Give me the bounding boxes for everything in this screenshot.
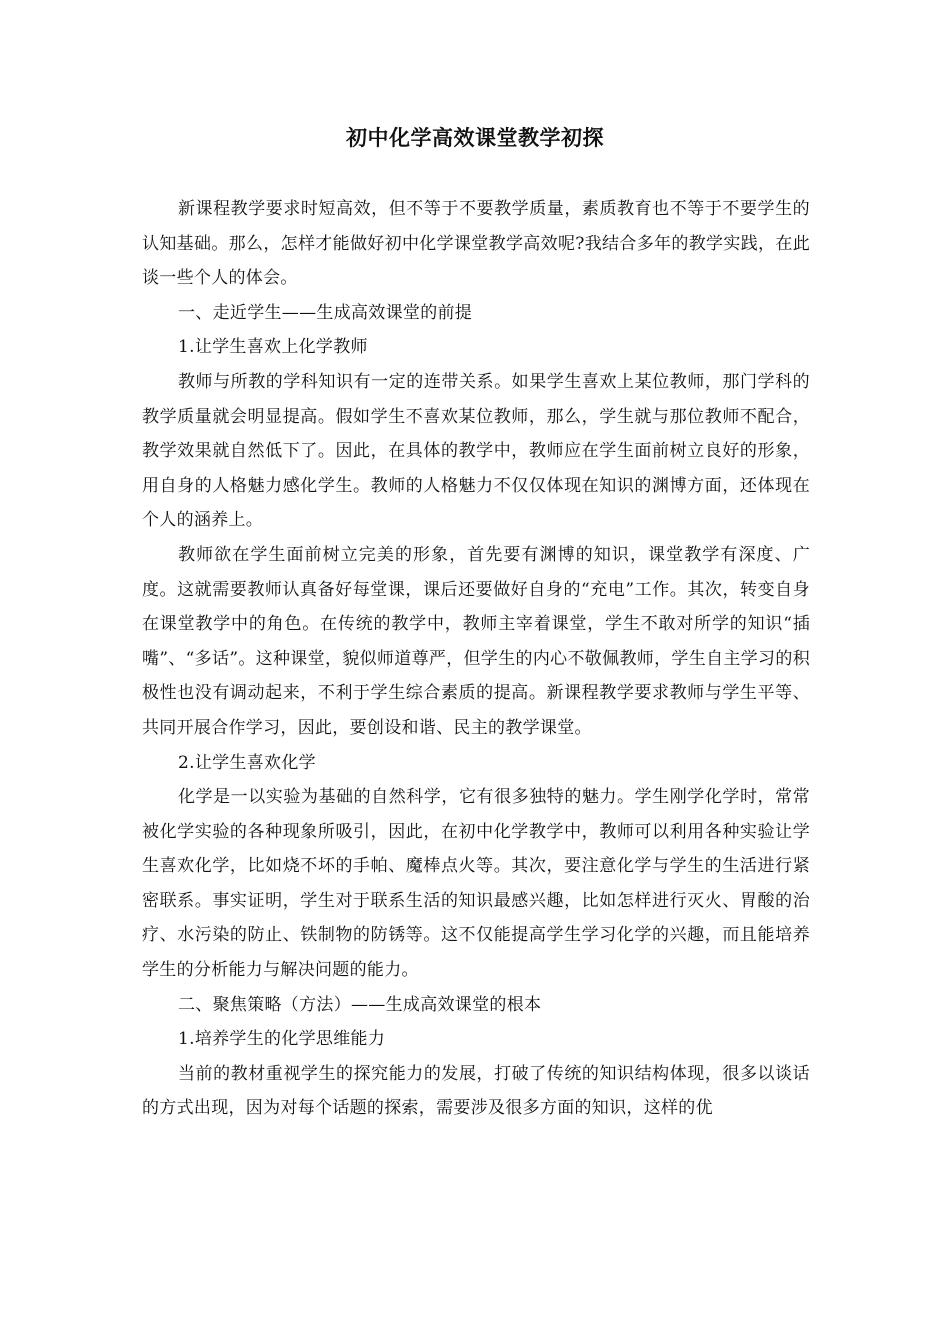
subsection-heading-1-2: 2.让学生喜欢化学 bbox=[178, 752, 316, 773]
subsection-heading-2-1: 1.培养学生的化学思维能力 bbox=[178, 1029, 386, 1050]
subsection-heading-1-1: 1.让学生喜欢上化学教师 bbox=[178, 337, 368, 358]
section-heading-1: 一、走近学生——生成高效课堂的前提 bbox=[178, 302, 473, 323]
paragraph: 当前的教材重视学生的探究能力的发展，打破了传统的知识结构体现，很多以谈话的方式出现，因为对每个话题的探索，需要涉及很多方面的知识，这样的优 bbox=[142, 1063, 810, 1119]
section-heading-2: 二、聚焦策略（方法）——生成高效课堂的根本 bbox=[178, 994, 542, 1015]
paragraph: 教师欲在学生面前树立完美的形象，首先要有渊博的知识，课堂教学有深度、广度。这就需要教师认真备好每堂课，课后还要做好自身的“充电”工作。其次，转变自身在课堂教学中的角色。在传统的教学中，教师主宰着课堂，学生不敢对所学的知识“插嘴”、“多话”。这种课堂，貌似师道尊严，但学生的内心不敬佩教师，学生自主学习的积极性也没有调动起来，不利于学生综合素质的提高。新课程教学要求教师与学生平等、共同开展合作学习，因此，要创设和谐、民主的教学课堂。 bbox=[142, 544, 810, 738]
paragraph-intro: 新课程教学要求时短高效，但不等于不要教学质量，素质教育也不等于不要学生的认知基础。那么，怎样才能做好初中化学课堂教学高效呢?我结合多年的教学实践，在此谈一些个人的体会。 bbox=[142, 199, 810, 289]
paragraph: 教师与所教的学科知识有一定的连带关系。如果学生喜欢上某位教师，那门学科的教学质量就会明显提高。假如学生不喜欢某位教师，那么，学生就与那位教师不配合，教学效果就自然低下了。因此，在具体的教学中，教师应在学生面前树立良好的形象，用自身的人格魅力感化学生。教师的人格魅力不仅仅体现在知识的渊博方面，还体现在个人的涵养上。 bbox=[142, 371, 810, 531]
paragraph: 化学是一以实验为基础的自然科学，它有很多独特的魅力。学生刚学化学时，常常被化学实验的各种现象所吸引，因此，在初中化学教学中，教师可以利用各种实验让学生喜欢化学，比如烧不坏的手帕、魔棒点火等。其次，要注意化学与学生的生活进行紧密联系。事实证明，学生对于联系生活的知识最感兴趣，比如怎样进行灭火、胃酸的治疗、水污染的防止、铁制物的防锈等。这不仅能提高学生学习化学的兴趣，而且能培养学生的分析能力与解决问题的能力。 bbox=[142, 787, 810, 981]
document-title: 初中化学高效课堂教学初探 bbox=[346, 125, 604, 150]
document-body bbox=[142, 192, 810, 1126]
